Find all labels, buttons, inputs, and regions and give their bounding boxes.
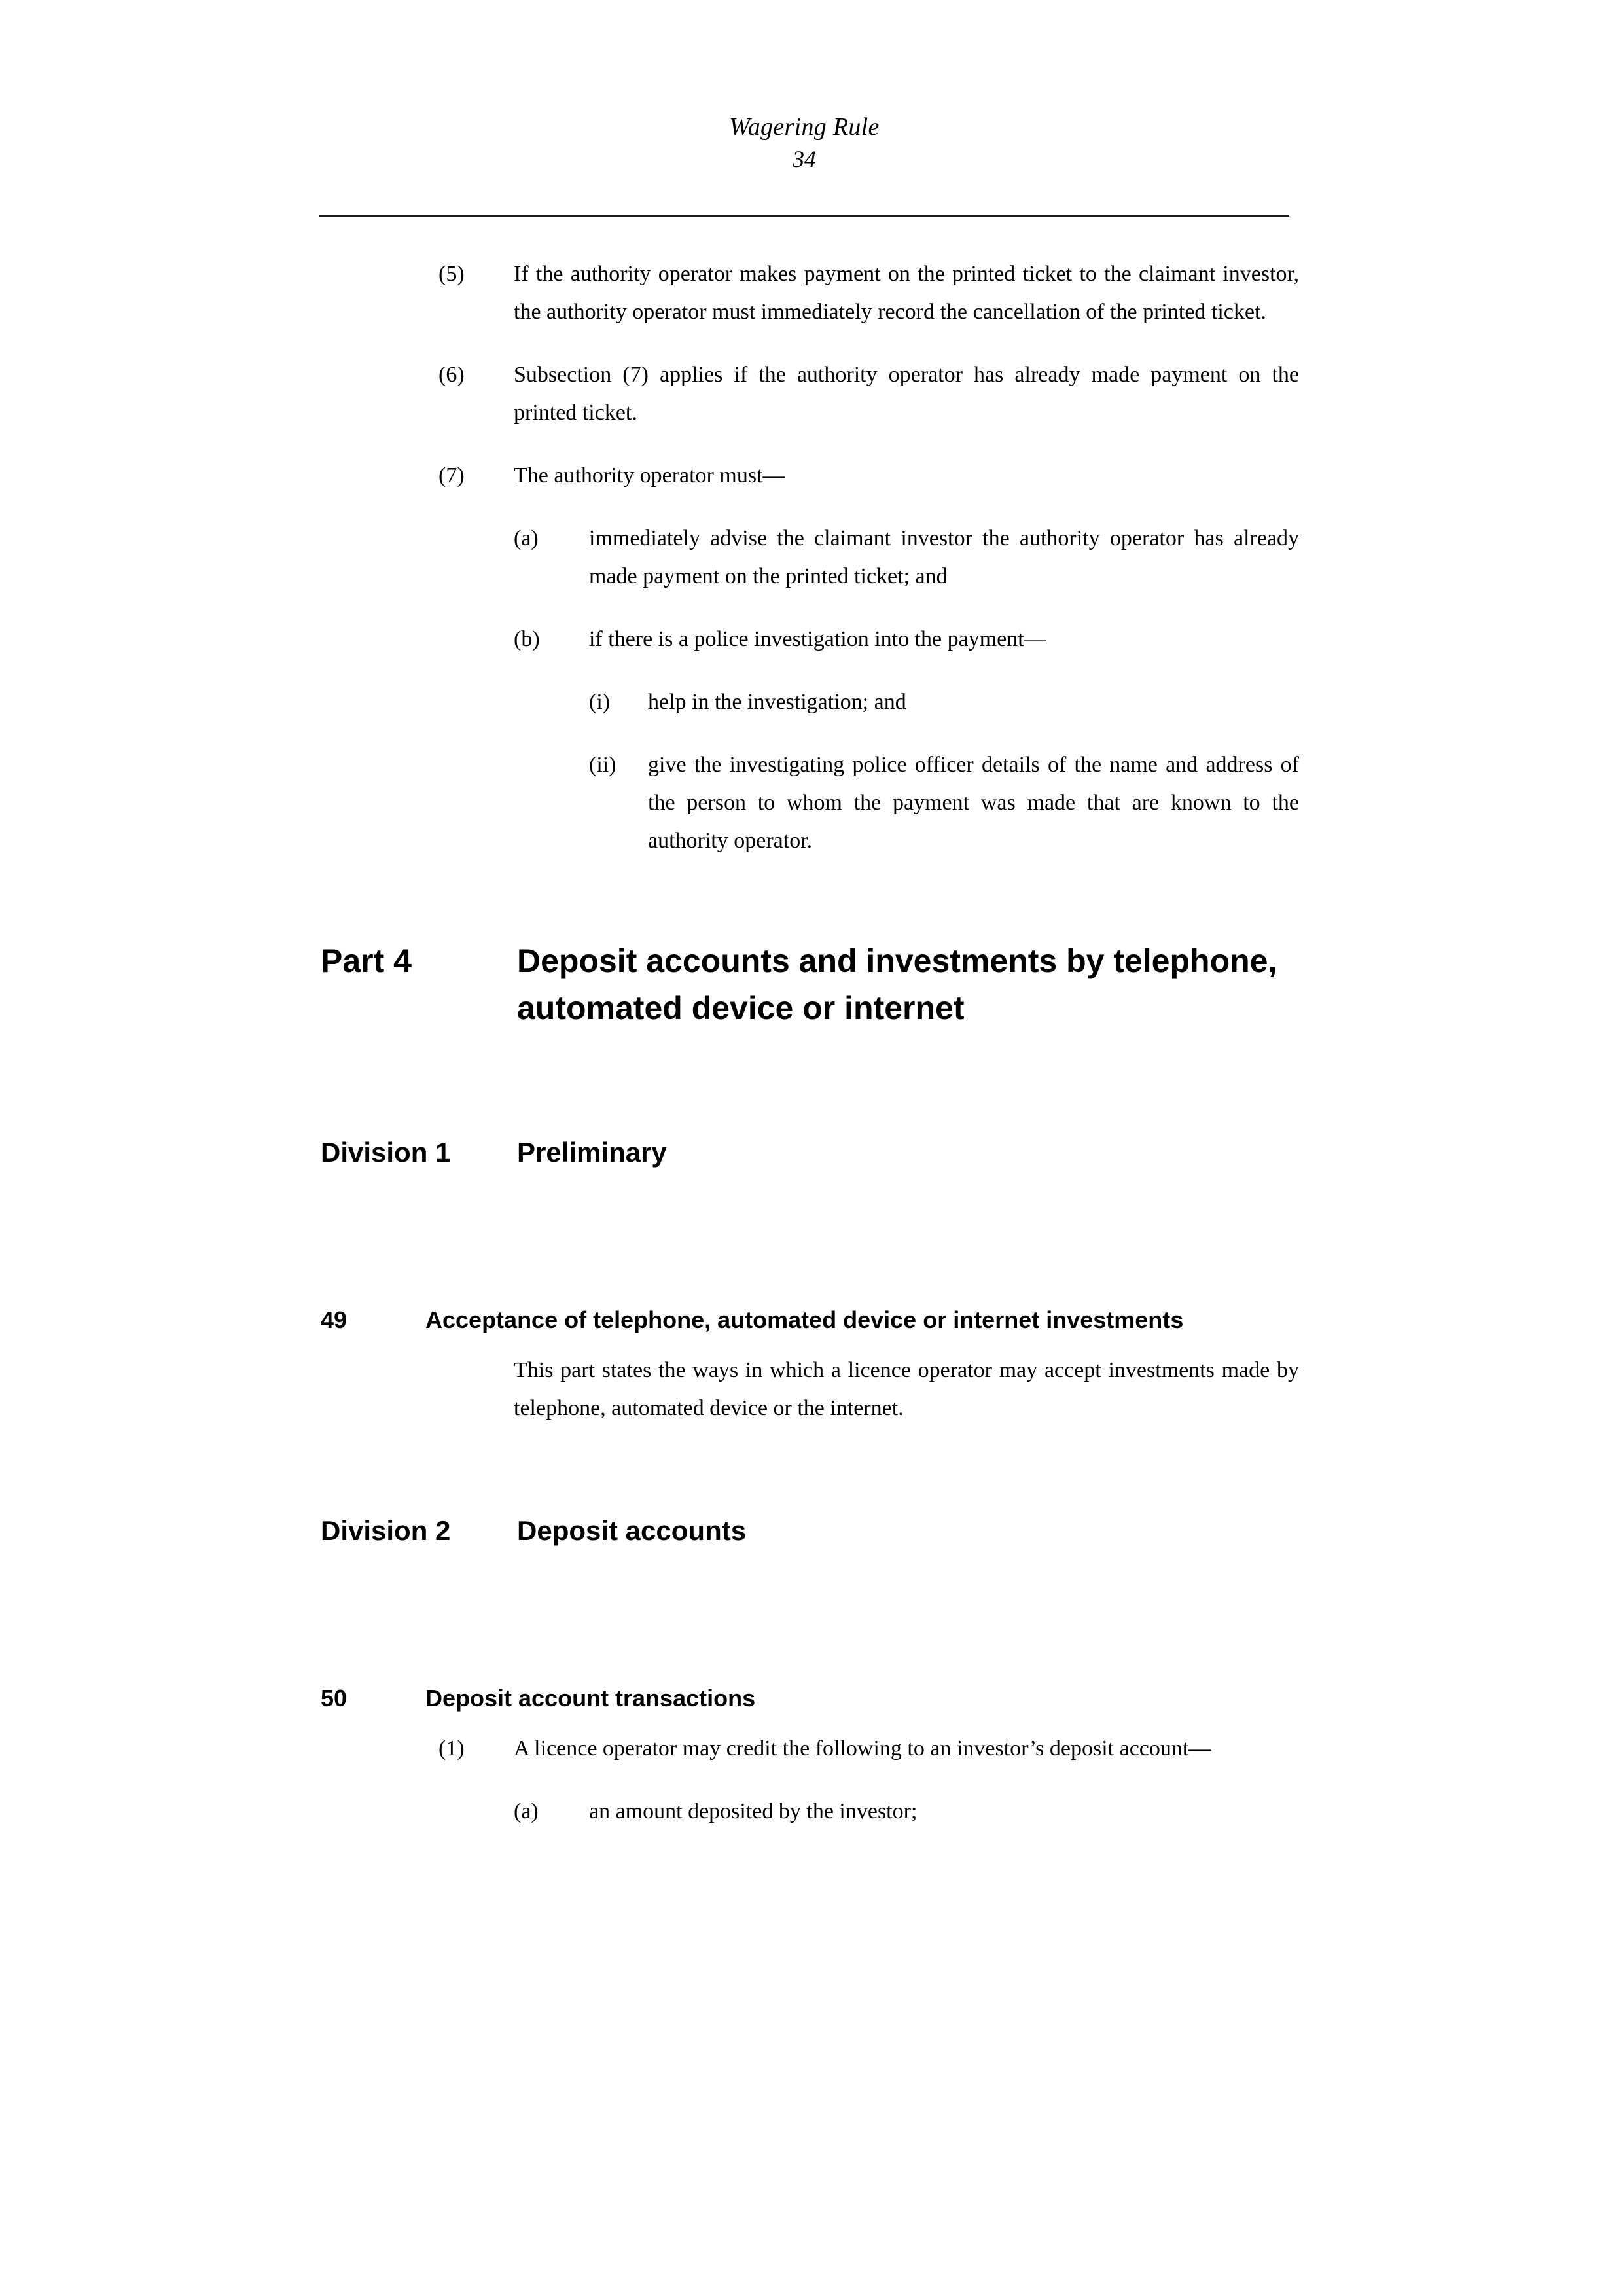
provision-50-1-a	[0, 1793, 1623, 1831]
document-body	[0, 255, 1623, 1856]
header-document-title: Wagering Rule	[729, 113, 880, 141]
provision-7	[0, 457, 1623, 495]
provision-marker: (i)	[589, 690, 611, 714]
division-title: Deposit accounts	[517, 1515, 747, 1546]
provision-marker: (6)	[438, 363, 465, 387]
provision-6	[0, 356, 1623, 432]
provision-text: If the authority operator makes payment on the printed ticket to the claimant investor, the authority operator must immediately record the cancellation of the printed ticket.	[514, 262, 1299, 324]
part-label: Part 4	[321, 942, 412, 979]
section-number: 49	[321, 1306, 348, 1333]
section-heading-50	[0, 1681, 1623, 1715]
provision-text: give the investigating police officer details of the name and address of the person to whom the payment was made that are known to the authority operator.	[648, 753, 1299, 853]
provision-marker: (a)	[514, 526, 539, 550]
provision-7-b-i	[0, 683, 1623, 721]
provision-50-1	[0, 1730, 1623, 1768]
provision-text: an amount deposited by the investor;	[589, 1799, 918, 1823]
section-number: 50	[321, 1685, 348, 1712]
provision-marker: (7)	[438, 463, 465, 488]
provision-text: help in the investigation; and	[648, 690, 906, 714]
provision-5	[0, 255, 1623, 331]
section-49-body: This part states the ways in which a licence operator may accept investments made by telephone, automated device or the internet.	[514, 1358, 1299, 1420]
provision-text: The authority operator must—	[514, 463, 785, 488]
provision-marker: (ii)	[589, 753, 616, 777]
provision-marker: (a)	[514, 1799, 539, 1823]
provision-text: if there is a police investigation into the payment—	[589, 627, 1046, 651]
provision-marker: (b)	[514, 627, 540, 651]
provision-7-b	[0, 620, 1623, 658]
division-heading-2	[0, 1511, 1623, 1551]
part-heading	[0, 937, 1623, 1031]
provision-text: A licence operator may credit the following to an investor’s deposit account—	[514, 1736, 1211, 1761]
provision-text: immediately advise the claimant investor the authority operator has already made payment on the printed ticket; and	[589, 526, 1299, 588]
division-label: Division 1	[321, 1137, 451, 1168]
provision-marker: (5)	[438, 262, 465, 286]
provision-7-b-ii	[0, 746, 1623, 860]
division-label: Division 2	[321, 1515, 451, 1546]
provision-marker: (1)	[438, 1736, 465, 1761]
part-title: Deposit accounts and investments by telephone, automated device or internet	[517, 942, 1277, 1026]
provision-7-a	[0, 520, 1623, 596]
running-header	[319, 111, 1289, 174]
header-divider-rule	[319, 215, 1289, 217]
header-page-number: 34	[793, 146, 816, 172]
section-heading-49	[0, 1303, 1623, 1337]
division-heading-1	[0, 1133, 1623, 1172]
division-title: Preliminary	[517, 1137, 667, 1168]
section-title: Deposit account transactions	[425, 1685, 756, 1712]
section-title: Acceptance of telephone, automated device or internet investments	[425, 1306, 1184, 1333]
provision-text: Subsection (7) applies if the authority operator has already made payment on the printed ticket.	[514, 363, 1299, 425]
